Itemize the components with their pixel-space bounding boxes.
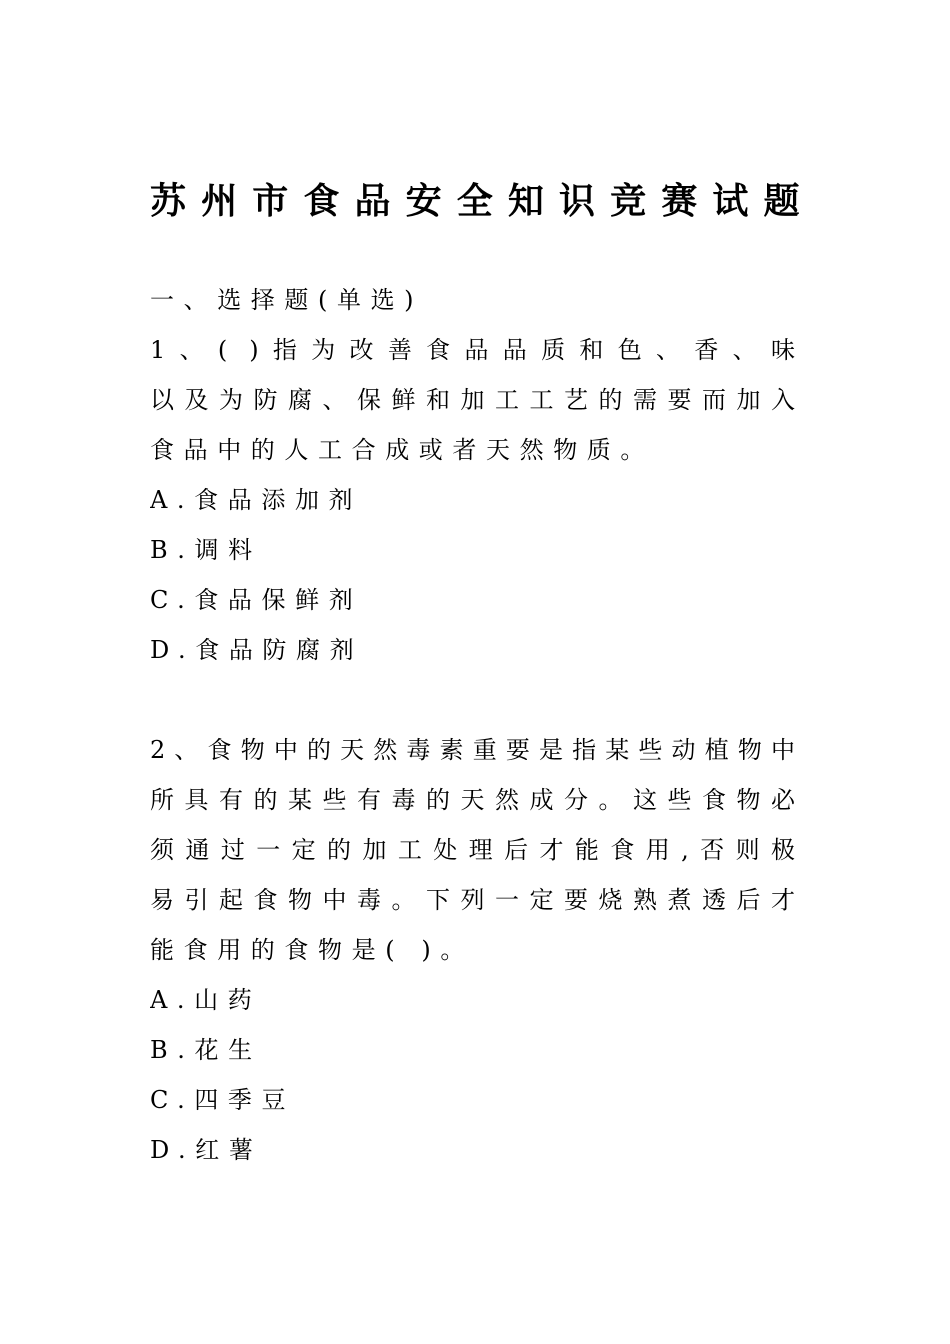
question-1 <box>150 325 795 675</box>
question-text-line: 2、食物中的天然毒素重要是指某些动植物中 <box>150 736 795 764</box>
document-title: 苏州市食品安全知识竞赛试题 <box>150 180 815 222</box>
answer-option: A.山药 <box>150 986 262 1014</box>
document-body <box>150 275 795 1175</box>
question-text-line: 易引起食物中毒。下列一定要烧熟煮透后才 <box>150 886 795 914</box>
answer-option: C.四季豆 <box>150 1086 296 1114</box>
question-text-line: 食品中的人工合成或者天然物质。 <box>150 436 654 464</box>
question-text-line: 所具有的某些有毒的天然成分。这些食物必 <box>150 786 795 814</box>
question-text-line: 1、( )指为改善食品品质和色、香、味 <box>150 336 795 364</box>
answer-option: D.食品防腐剂 <box>150 636 364 664</box>
question-2 <box>150 725 795 1175</box>
blank-line <box>150 675 795 725</box>
answer-option: D.红薯 <box>150 1136 263 1164</box>
question-text-line: 以及为防腐、保鲜和加工工艺的需要而加入 <box>150 386 795 414</box>
answer-option: C.食品保鲜剂 <box>150 586 363 614</box>
answer-option: B.调料 <box>150 536 262 564</box>
answer-option: B.花生 <box>150 1036 262 1064</box>
question-text-line: 须通过一定的加工处理后才能食用,否则极 <box>150 836 795 864</box>
answer-option: A.食品添加剂 <box>150 486 363 514</box>
section-heading: 一、选择题(单选) <box>150 286 424 314</box>
question-text-line: 能食用的食物是( )。 <box>150 936 474 964</box>
